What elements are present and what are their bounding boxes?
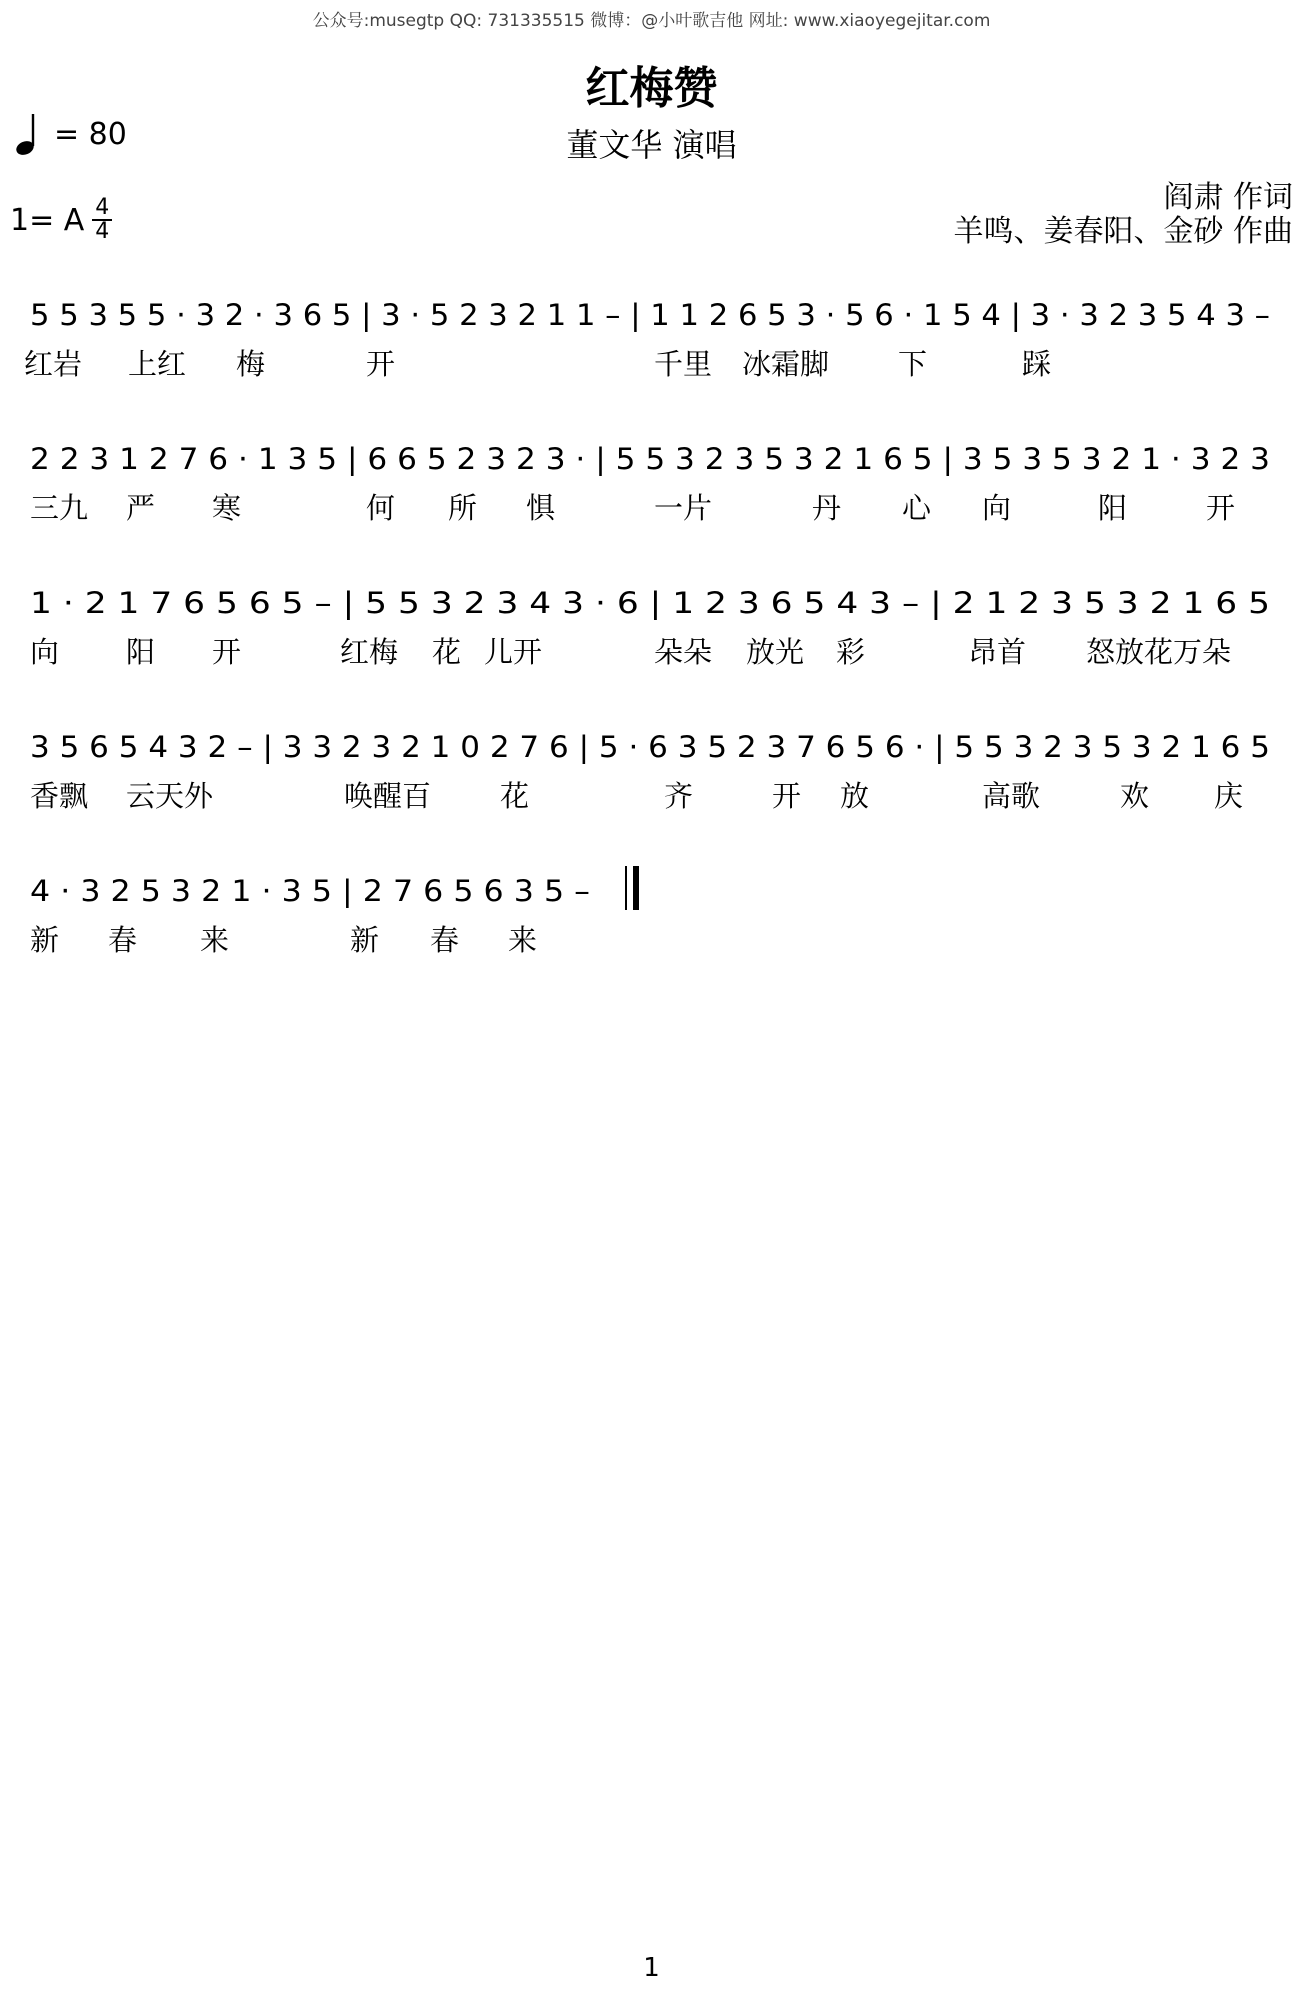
lyric: 所 [448, 491, 478, 525]
lyric: 云天外 [126, 779, 214, 813]
lyric: 阳 [1098, 491, 1128, 525]
lyrics-line [30, 923, 537, 957]
notation-line [30, 586, 1270, 620]
lyric: 唤醒百 [344, 779, 432, 813]
lyric: 千里 [654, 347, 713, 381]
lyric: 心 [902, 491, 932, 525]
lyric: 朵朵 [654, 635, 713, 669]
lyric: 冰霜脚 [742, 347, 830, 381]
notation-line [30, 298, 1270, 332]
lyric: 放光 [746, 635, 805, 669]
lyricist-credit: 阎肃 作词 [1163, 180, 1293, 215]
notation-line [30, 730, 1270, 764]
score-system [30, 730, 1270, 813]
lyric: 花 [432, 635, 462, 669]
lyric: 下 [898, 347, 928, 381]
composer-credit: 羊鸣、姜春阳、金砂 作曲 [953, 214, 1293, 249]
lyric: 红梅 [340, 635, 399, 669]
notation-line [30, 874, 590, 908]
song-title: 红梅赞 [585, 63, 718, 114]
header-info: 公众号:musegtp QQ: 731335515 微博：@小叶歌吉他 网址: www.xiaoyegejitar.com [312, 11, 991, 31]
lyric: 丹 [812, 491, 842, 525]
lyric: 春 [430, 923, 460, 957]
time-signature-bottom: 4 [95, 219, 110, 244]
key-label: 1= A [10, 202, 85, 238]
notation-text: 1 · 2 1 7 6 5 6 5 – | 5 5 3 2 3 4 3 · 6 | 1 2 3 6 5 4 3 – | 2 1 2 3 5 3 2 1 6 5 [30, 586, 1270, 620]
lyric: 开 [1206, 491, 1236, 525]
lyrics-line [30, 635, 1231, 669]
tempo-value: = 80 [54, 116, 127, 152]
lyric: 庆 [1214, 779, 1244, 813]
lyric: 昂首 [968, 635, 1027, 669]
lyrics-line [30, 491, 1235, 525]
lyric: 阳 [126, 635, 156, 669]
lyric: 向 [982, 491, 1012, 525]
lyric: 花 [500, 779, 530, 813]
lyric: 新 [30, 923, 60, 957]
lyric: 欢 [1120, 779, 1150, 813]
lyric: 来 [508, 923, 538, 957]
lyric: 新 [350, 923, 380, 957]
notation-line [30, 442, 1270, 476]
lyric: 彩 [836, 635, 866, 669]
notation-text: 2 2 3 1 2 7 6 · 1 3 5 | 6 6 5 2 3 2 3 · | 5 5 3 2 3 5 3 2 1 6 5 | 3 5 3 5 3 2 1 · 3 2 3 [30, 442, 1270, 476]
lyric: 儿开 [484, 635, 543, 669]
lyric: 踩 [1022, 347, 1052, 381]
lyric: 三九 [30, 491, 89, 525]
lyric: 严 [126, 491, 156, 525]
lyric: 开 [366, 347, 396, 381]
lyric: 寒 [212, 491, 242, 525]
lyric: 春 [108, 923, 138, 957]
lyric: 来 [200, 923, 230, 957]
lyric: 一片 [654, 491, 713, 525]
notation-text: 4 · 3 2 5 3 2 1 · 3 5 | 2 7 6 5 6 3 5 – [30, 874, 590, 908]
singer-credit: 董文华 演唱 [566, 126, 737, 164]
lyric: 红岩 [24, 347, 83, 381]
lyric: 开 [212, 635, 242, 669]
time-signature-top: 4 [95, 195, 110, 220]
lyric: 惧 [526, 491, 556, 525]
score-system [30, 866, 636, 957]
lyrics-line [30, 779, 1243, 813]
lyric: 上红 [128, 347, 187, 381]
score-system [30, 586, 1270, 669]
lyric: 梅 [236, 347, 266, 381]
page-number: 1 [643, 1953, 660, 1983]
lyric: 怒放花万朵 [1086, 635, 1232, 669]
lyric: 齐 [664, 779, 694, 813]
lyric: 开 [772, 779, 802, 813]
lyric: 放 [840, 779, 870, 813]
lyric: 高歌 [982, 779, 1041, 813]
score-system [30, 442, 1270, 525]
lyric: 向 [30, 635, 60, 669]
lyric: 香飘 [30, 779, 89, 813]
lyric: 何 [366, 491, 396, 525]
score-system [24, 298, 1270, 381]
notation-text: 3 5 6 5 4 3 2 – | 3 3 2 3 2 1 0 2 7 6 | 5 · 6 3 5 2 3 7 6 5 6 · | 5 5 3 2 3 5 3 2 1 6 5 [30, 730, 1270, 764]
lyrics-line [24, 347, 1051, 381]
notation-text: 5 5 3 5 5 · 3 2 · 3 6 5 | 3 · 5 2 3 2 1 1 – | 1 1 2 6 5 3 · 5 6 · 1 5 4 | 3 · 3 2 3 5 4 3 – [30, 298, 1270, 332]
